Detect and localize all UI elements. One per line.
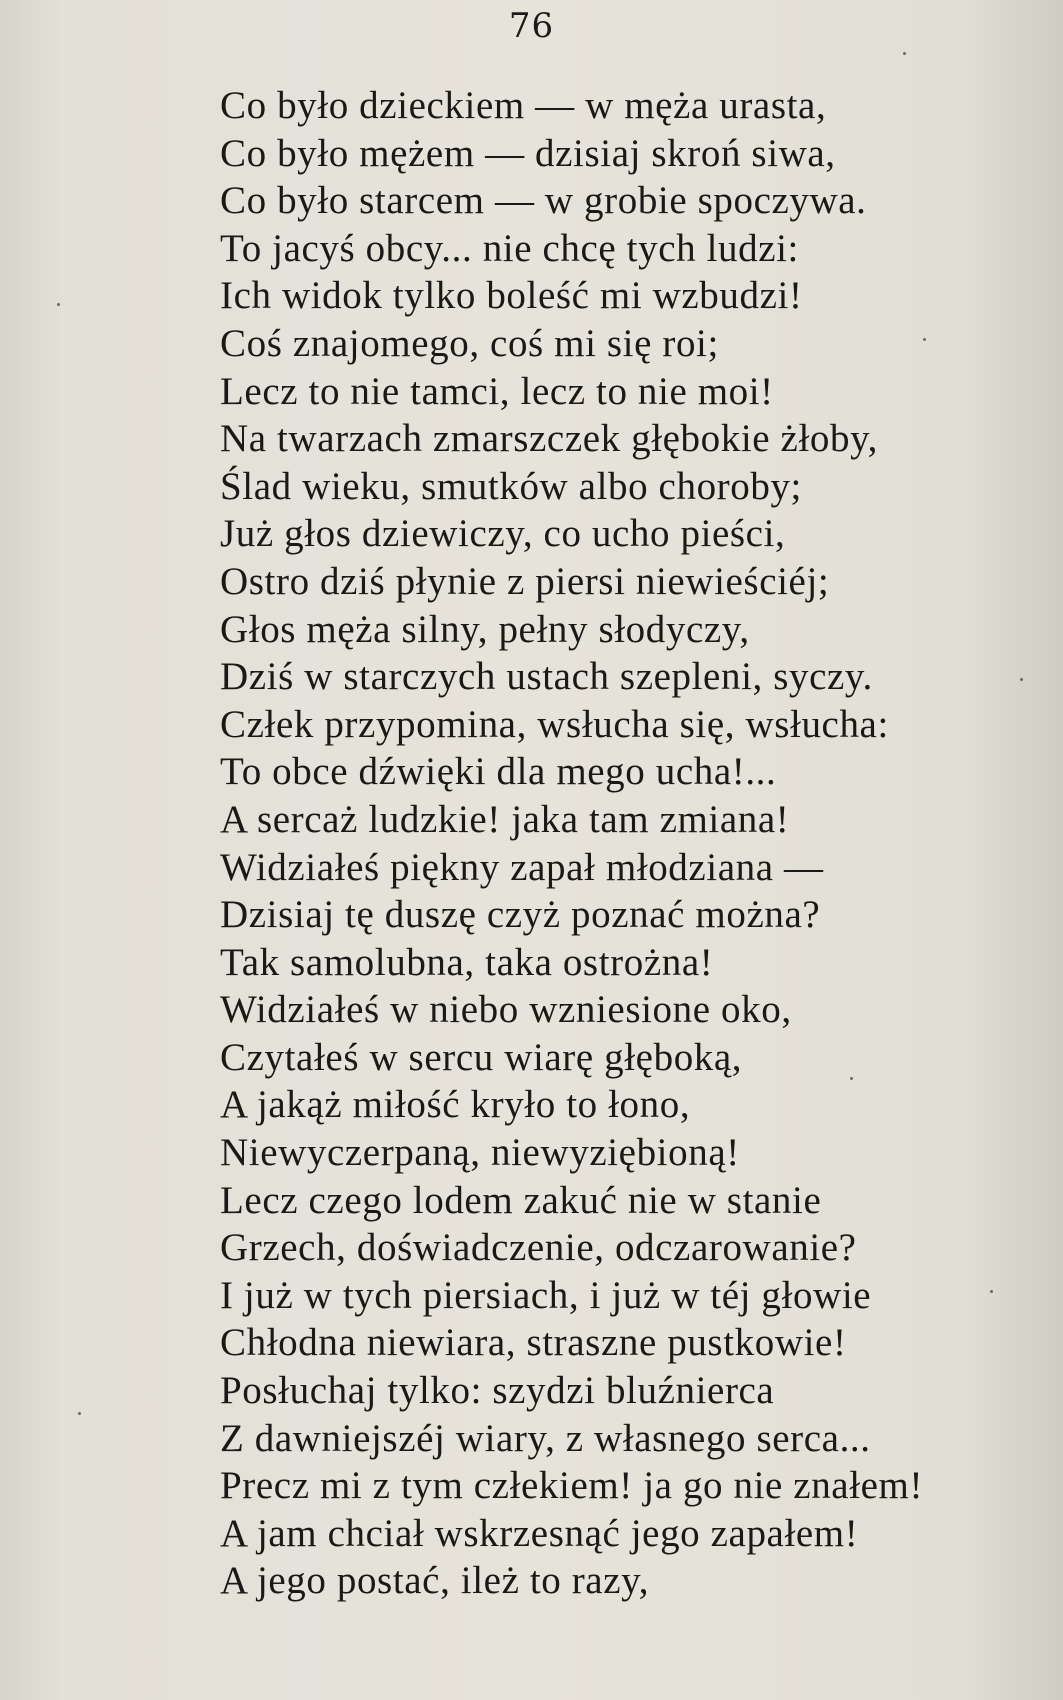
poem-line: Grzech, doświadczenie, odczarowanie? xyxy=(220,1226,857,1270)
poem-line: Człek przypomina, wsłucha się, wsłucha: xyxy=(220,702,889,746)
poem-line: To jacyś obcy... nie chcę tych ludzi: xyxy=(220,226,799,270)
paper-speck xyxy=(78,1412,81,1415)
poem-line: A jakąż miłość kryło to łono, xyxy=(220,1083,691,1127)
poem-line: Widziałeś piękny zapał młodziana — xyxy=(220,845,824,889)
poem-line: Ich widok tylko boleść mi wzbudzi! xyxy=(220,274,803,318)
poem-line: Co było dzieckiem — w męża urasta, xyxy=(220,84,827,127)
poem-line: Dzisiaj tę duszę czyż poznać można? xyxy=(220,893,821,937)
poem-line: Lecz czego lodem zakuć nie w stanie xyxy=(220,1178,822,1222)
poem-line: Tak samolubna, taka ostrożna! xyxy=(220,940,714,984)
paper-speck xyxy=(1020,678,1023,681)
page-number: 76 xyxy=(508,6,555,46)
poem-line: Chłodna niewiara, straszne pustkowie! xyxy=(220,1321,847,1365)
poem-line: Na twarzach zmarszczek głębokie żłoby, xyxy=(220,417,879,461)
poem-line: Z dawniejszéj wiary, z własnego serca... xyxy=(220,1416,871,1460)
poem-text xyxy=(220,82,923,1605)
poem-line: Niewyczerpaną, niewyziębioną! xyxy=(220,1131,740,1175)
poem-line: I już w tych piersiach, i już w téj głowie xyxy=(220,1273,872,1317)
poem-line: Posłuchaj tylko: szydzi bluźnierca xyxy=(220,1369,775,1413)
poem-line: Precz mi z tym człekiem! ja go nie znałem! xyxy=(220,1464,924,1508)
poem-line: Co było starcem — w grobie spoczywa. xyxy=(220,179,867,223)
poem-line: A jam chciał wskrzesnąć jego zapałem! xyxy=(220,1511,859,1555)
poem-line: Już głos dziewiczy, co ucho pieści, xyxy=(220,512,786,556)
poem-line: Ostro dziś płynie z piersi niewieściéj; xyxy=(220,559,830,603)
poem-line: Czytałeś w sercu wiarę głęboką, xyxy=(220,1035,743,1079)
paper-speck xyxy=(850,1077,853,1080)
poem-line: Lecz to nie tamci, lecz to nie moi! xyxy=(220,369,774,413)
poem-line: Co było mężem — dzisiaj skroń siwa, xyxy=(220,131,836,175)
paper-speck xyxy=(57,303,60,306)
poem-line: Coś znajomego, coś mi się roi; xyxy=(220,321,719,365)
paper-speck xyxy=(923,338,926,341)
poem-line: To obce dźwięki dla mego ucha!... xyxy=(220,750,777,794)
paper-speck xyxy=(903,52,906,55)
poem-line: Ślad wieku, smutków albo choroby; xyxy=(220,464,802,508)
poem-line: A jego postać, ileż to razy, xyxy=(220,1559,650,1603)
poem-line: Widziałeś w niebo wzniesione oko, xyxy=(220,988,792,1032)
poem-line: Dziś w starczych ustach szepleni, syczy. xyxy=(220,655,873,699)
poem-line: A sercaż ludzkie! jaka tam zmiana! xyxy=(220,797,790,841)
poem-line: Głos męża silny, pełny słodyczy, xyxy=(220,607,750,651)
paper-speck xyxy=(990,1290,993,1293)
